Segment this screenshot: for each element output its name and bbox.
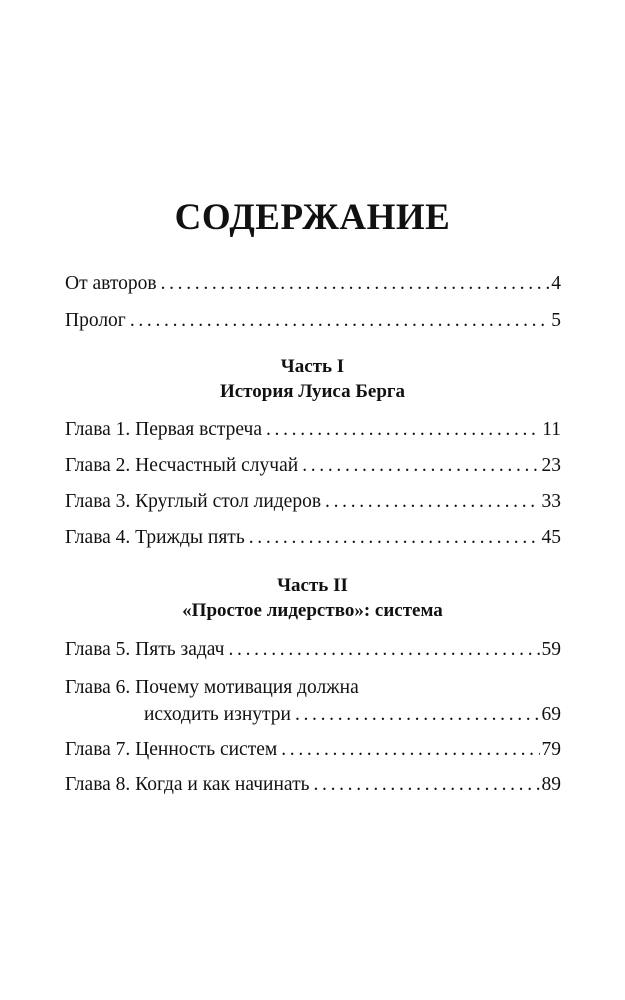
toc-entry-label: Глава 5. Пять задач xyxy=(65,639,225,660)
toc-entry-prologue[interactable] xyxy=(65,307,561,335)
part-2-label: Часть II xyxy=(277,575,348,596)
dot-leader xyxy=(228,636,539,664)
toc-entry-chapter-7[interactable] xyxy=(65,736,561,764)
dot-leader xyxy=(302,452,539,480)
toc-entry-label: От авторов xyxy=(65,273,157,294)
toc-page-number: 69 xyxy=(541,704,561,725)
part-2-title: «Простое лидерство»: система xyxy=(182,600,443,621)
toc-page-number: 11 xyxy=(542,419,561,440)
dot-leader xyxy=(281,736,539,764)
toc-entry-label-continued: исходить изнутри xyxy=(144,704,291,725)
toc-entry-chapter-1[interactable] xyxy=(65,416,561,444)
toc-entry-chapter-2[interactable] xyxy=(65,452,561,480)
dot-leader xyxy=(313,771,539,799)
toc-page-number: 23 xyxy=(541,455,561,476)
dot-leader xyxy=(161,270,550,298)
toc-entry-label: Пролог xyxy=(65,310,126,331)
toc-entry-chapter-6[interactable] xyxy=(144,701,561,729)
toc-page-number: 33 xyxy=(541,491,561,512)
toc-entry-chapter-5[interactable] xyxy=(65,636,561,664)
toc-entry-chapter-8[interactable] xyxy=(65,771,561,799)
toc-entry-chapter-3[interactable] xyxy=(65,488,561,516)
dot-leader xyxy=(130,307,549,335)
dot-leader xyxy=(295,701,540,729)
dot-leader xyxy=(325,488,539,516)
toc-entry-label: Глава 3. Круглый стол лидеров xyxy=(65,491,322,512)
part-1-title: История Луиса Берга xyxy=(219,381,406,402)
dot-leader xyxy=(266,416,540,444)
dot-leader xyxy=(249,524,540,552)
toc-entry-chapter-6-first-line[interactable]: Глава 6. Почему мотивация должна xyxy=(65,677,359,698)
toc-entry-label: Глава 1. Первая встреча xyxy=(65,419,262,440)
toc-entry-label: Глава 2. Несчастный случай xyxy=(65,455,299,476)
toc-page-number: 59 xyxy=(541,639,561,660)
toc-page-number: 4 xyxy=(551,273,561,294)
toc-entry-label: Глава 8. Когда и как начинать xyxy=(65,774,310,795)
toc-entry-label: Глава 4. Трижды пять xyxy=(65,527,245,548)
toc-page-number: 45 xyxy=(541,527,561,548)
toc-page-number: 5 xyxy=(551,310,561,331)
toc-entry-label: Глава 7. Ценность систем xyxy=(65,739,278,760)
toc-page-number: 89 xyxy=(541,774,561,795)
part-1-label: Часть I xyxy=(280,356,345,377)
toc-entry-chapter-4[interactable] xyxy=(65,524,561,552)
toc-page-number: 79 xyxy=(541,739,561,760)
toc-entry-from-authors[interactable] xyxy=(65,270,561,298)
page-title: СОДЕРЖАНИЕ xyxy=(174,197,451,238)
